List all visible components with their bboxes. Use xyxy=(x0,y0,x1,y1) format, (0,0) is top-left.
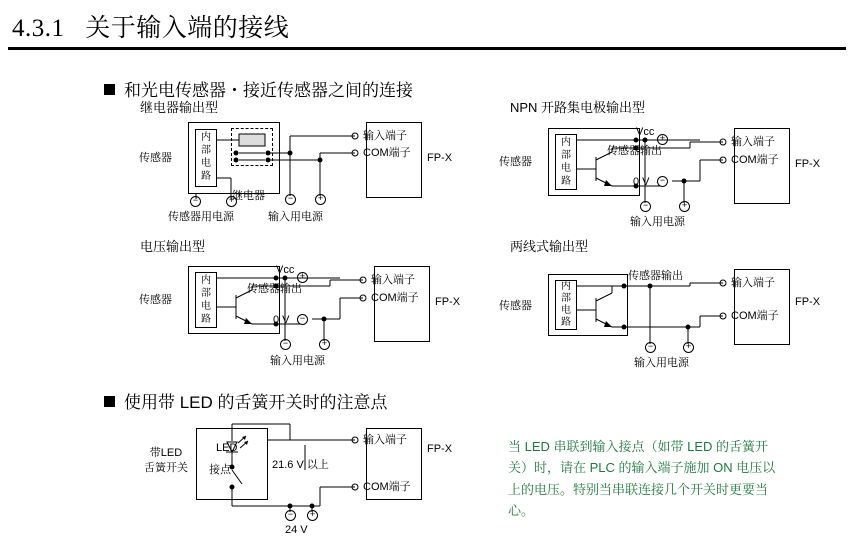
vcc-label-2: Vcc xyxy=(636,126,655,138)
sensor-label-1: 传感器 xyxy=(139,152,172,164)
power-terminal-pos-4: + xyxy=(683,342,694,353)
diagram-1-title: 继电器输出型 xyxy=(140,100,219,115)
diagram-3-title: 电压输出型 xyxy=(140,239,206,254)
section-number: 4.3.1 xyxy=(12,15,65,42)
terminal-com-label-5: COM端子 xyxy=(363,481,411,493)
supply-terminal-pos: + xyxy=(307,510,318,521)
input-power-label-1: 输入用电源 xyxy=(268,211,323,223)
section-title: 关于输入端的接线 xyxy=(85,15,290,42)
inner-circuit-label-4: 内 部 电 路 xyxy=(561,281,571,328)
input-power-label-3: 输入用电源 xyxy=(270,355,325,367)
sensor-out-label-4: 传感器输出 xyxy=(628,270,683,282)
zero-v-label-2: 0 V xyxy=(633,176,650,188)
plc-label-4: FP-X xyxy=(795,296,821,308)
terminal-com-label-2: COM端子 xyxy=(731,154,779,166)
terminal-input-label-5: 输入端子 xyxy=(363,434,407,446)
relay-label-1: 继电器 xyxy=(232,190,265,202)
terminal-input-label-2: 输入端子 xyxy=(731,136,775,148)
terminal-input-label-1: 输入端子 xyxy=(363,130,407,142)
vcc-label-3: Vcc xyxy=(276,264,295,276)
sensor-power-label-1: 传感器用电源 xyxy=(168,211,234,223)
inner-circuit-label-1: 内 部 电 路 xyxy=(201,132,211,182)
vcc-terminal-2: + xyxy=(657,134,668,145)
zero-v-label-3: 0 V xyxy=(273,314,290,326)
sensor-out-label-2: 传感器输出 xyxy=(607,145,662,157)
power-terminal-neg-1b: − xyxy=(285,194,296,205)
terminal-input-label-4: 输入端子 xyxy=(731,277,775,289)
sensor-label-4: 传感器 xyxy=(499,300,532,312)
sensor-label-2: 传感器 xyxy=(499,156,532,168)
input-power-label-2: 输入用电源 xyxy=(630,216,685,228)
zero-v-terminal-3: − xyxy=(297,314,308,325)
terminal-com-label-1: COM端子 xyxy=(363,147,411,159)
led-label: LED xyxy=(216,442,238,454)
power-terminal-neg-2: − xyxy=(640,201,651,212)
plc-label-3: FP-X xyxy=(435,296,461,308)
diagram-2-title: NPN 开路集电极输出型 xyxy=(510,100,646,115)
input-power-label-4: 输入用电源 xyxy=(634,357,689,369)
reed-switch-label: 带LED 舌簧开关 xyxy=(144,447,188,474)
bullet-2-label: 使用带 LED 的舌簧开关时的注意点 xyxy=(124,393,388,412)
power-terminal-neg-4: − xyxy=(645,342,656,353)
zero-v-terminal-2: − xyxy=(657,176,668,187)
caution-note: 当 LED 串联到输入接点（如带 LED 的舌簧开关）时，请在 PLC 的输入端子施加 ON 电压以上的电压。特别当串联连接几个开关时更要当心。 xyxy=(508,439,776,519)
terminal-com-label-3: COM端子 xyxy=(371,292,419,304)
diagram-4-title: 两线式输出型 xyxy=(510,239,589,254)
plc-label-2: FP-X xyxy=(795,158,821,170)
supply-terminal-neg: − xyxy=(285,510,296,521)
power-terminal-neg-1a: − xyxy=(190,196,201,207)
plc-label-1: FP-X xyxy=(427,152,453,164)
contact-label: 接点 xyxy=(209,464,231,476)
power-terminal-pos-3: + xyxy=(319,339,330,350)
inner-circuit-label-2: 内 部 电 路 xyxy=(561,137,571,187)
plc-label-5: FP-X xyxy=(427,443,453,455)
vcc-terminal-3: + xyxy=(297,272,308,283)
terminal-com-label-4: COM端子 xyxy=(731,310,779,322)
power-terminal-pos-1b: + xyxy=(315,194,326,205)
bullet-1-label: 和光电传感器・接近传感器之间的连接 xyxy=(124,81,413,100)
voltage-label: 21.6 V 以上 xyxy=(272,459,329,471)
sensor-out-label-3: 传感器输出 xyxy=(247,283,302,295)
supply-label: 24 V xyxy=(285,524,308,536)
power-terminal-pos-2: + xyxy=(679,201,690,212)
power-terminal-pos-1a: + xyxy=(226,196,237,207)
power-terminal-neg-3: − xyxy=(280,339,291,350)
inner-circuit-label-3: 内 部 电 路 xyxy=(201,275,211,325)
terminal-input-label-3: 输入端子 xyxy=(371,274,415,286)
sensor-label-3: 传感器 xyxy=(139,294,172,306)
